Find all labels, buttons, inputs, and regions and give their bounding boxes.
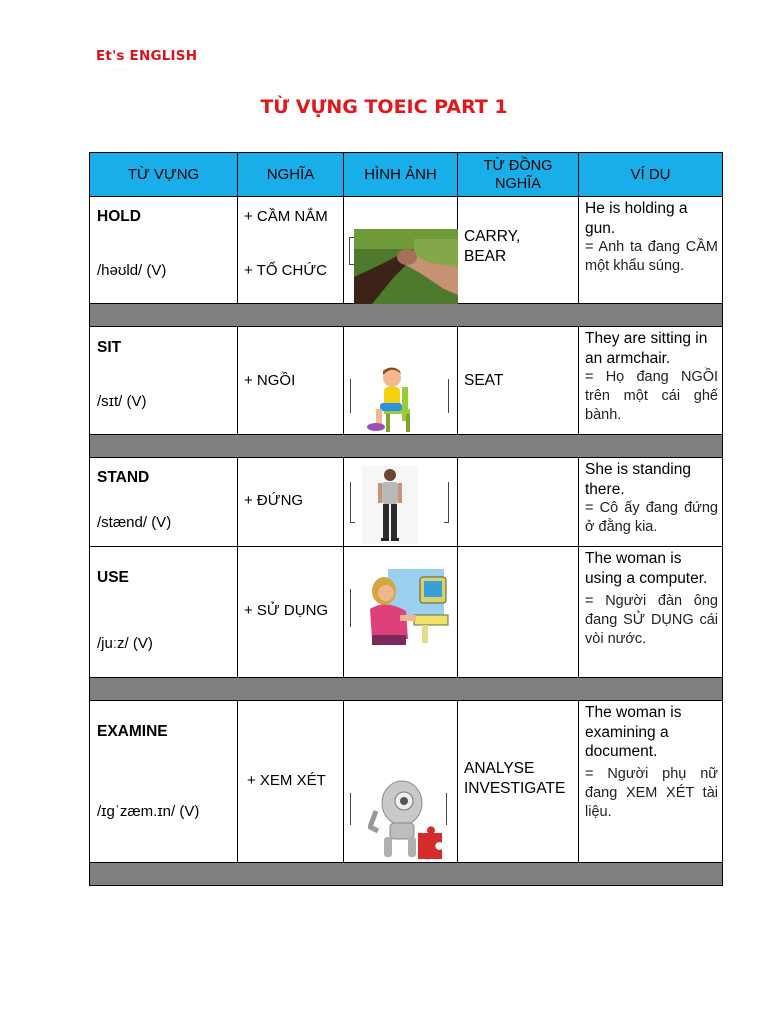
example-en: The woman is using a computer. (585, 550, 708, 587)
vocab-word: SIT (97, 339, 122, 356)
synonym-cell (458, 458, 579, 547)
meaning-cell (238, 197, 344, 304)
example-vi: = Anh ta đang CẦM một khẩu súng. (585, 239, 718, 274)
robot-puzzle-image (368, 775, 444, 861)
example-vi: = Người đàn ông đang SỬ DỤNG cái vòi nước. (585, 593, 718, 647)
meaning-1: + ĐỨNG (244, 492, 304, 509)
vocab-word: USE (97, 569, 129, 586)
sitting-boy-image (362, 365, 430, 433)
meaning-1: + NGỒI (244, 372, 296, 389)
synonym-text: ANALYSE INVESTIGATE (464, 760, 566, 797)
word-cell (90, 197, 238, 304)
word-cell (90, 458, 238, 547)
synonym-text: SEAT (464, 372, 504, 389)
meaning-1: + SỬ DỤNG (244, 602, 329, 619)
example-cell (579, 197, 723, 304)
meaning-cell (238, 458, 344, 547)
meaning-1: + CẦM NẮM (244, 208, 328, 225)
example-en: He is holding a gun. (585, 200, 688, 237)
header-meaning: NGHĨA (238, 153, 344, 197)
woman-computer-image (362, 569, 458, 649)
word-cell (90, 327, 238, 435)
header-row (90, 153, 723, 197)
table-row (90, 197, 723, 304)
separator-row (90, 863, 723, 886)
vocab-ipa: /həʊld/ (V) (97, 262, 167, 279)
synonym-text: CARRY, BEAR (464, 228, 521, 265)
meaning-cell (238, 327, 344, 435)
word-cell (90, 701, 238, 863)
example-en: She is standing there. (585, 461, 691, 498)
meaning-cell (238, 701, 344, 863)
logo-tagline: · · · · · · · (113, 67, 129, 72)
word-cell (90, 547, 238, 678)
vocab-word: HOLD (97, 208, 141, 225)
example-cell (579, 458, 723, 547)
image-cell (344, 458, 458, 547)
image-cell (344, 327, 458, 435)
synonym-cell (458, 547, 579, 678)
vocab-word: STAND (97, 469, 150, 486)
synonym-cell (458, 701, 579, 863)
synonym-cell (458, 197, 579, 304)
separator-row (90, 678, 723, 701)
example-en: The woman is examining a document. (585, 704, 682, 760)
meaning-1: + XEM XÉT (247, 772, 326, 789)
header-synonym-label: TỪ ĐỒNG NGHĨA (483, 157, 553, 192)
vocabulary-table (89, 152, 723, 886)
example-cell (579, 701, 723, 863)
standing-woman-image (362, 466, 418, 544)
vocab-ipa: /ɪgˈzæm.ɪn/ (V) (97, 803, 200, 820)
header-word: TỪ VỰNG (90, 153, 238, 197)
example-cell (579, 547, 723, 678)
table-row (90, 327, 723, 435)
meaning-cell (238, 547, 344, 678)
logo-text: Et's ENGLISH (96, 48, 198, 64)
meaning-2: + TỔ CHỨC (244, 262, 327, 279)
separator-row (90, 435, 723, 458)
image-cell (344, 197, 458, 304)
example-cell (579, 327, 723, 435)
header-image: HÌNH ẢNH (344, 153, 458, 197)
example-vi: = Họ đang NGỒI trên một cái ghế bành. (585, 369, 718, 423)
table-row (90, 458, 723, 547)
vocab-ipa: /juːz/ (V) (97, 635, 153, 652)
logo (96, 48, 198, 74)
header-synonym (458, 153, 579, 197)
table-row (90, 547, 723, 678)
vocab-ipa: /sɪt/ (V) (97, 393, 147, 410)
image-cell (344, 547, 458, 678)
page-title: TỪ VỰNG TOEIC PART 1 (260, 96, 508, 118)
vocab-ipa: /stænd/ (V) (97, 514, 172, 531)
header-example: VÍ DỤ (579, 153, 723, 197)
handshake-image (354, 229, 458, 304)
synonym-cell (458, 327, 579, 435)
example-vi: = Cô ấy đang đứng ở đằng kia. (585, 500, 718, 535)
separator-row (90, 304, 723, 327)
image-cell (344, 701, 458, 863)
vocab-word: EXAMINE (97, 723, 168, 740)
example-vi: = Người phụ nữ đang XEM XÉT tài liệu. (585, 765, 718, 820)
example-en: They are sitting in an armchair. (585, 330, 708, 367)
table-row (90, 701, 723, 863)
